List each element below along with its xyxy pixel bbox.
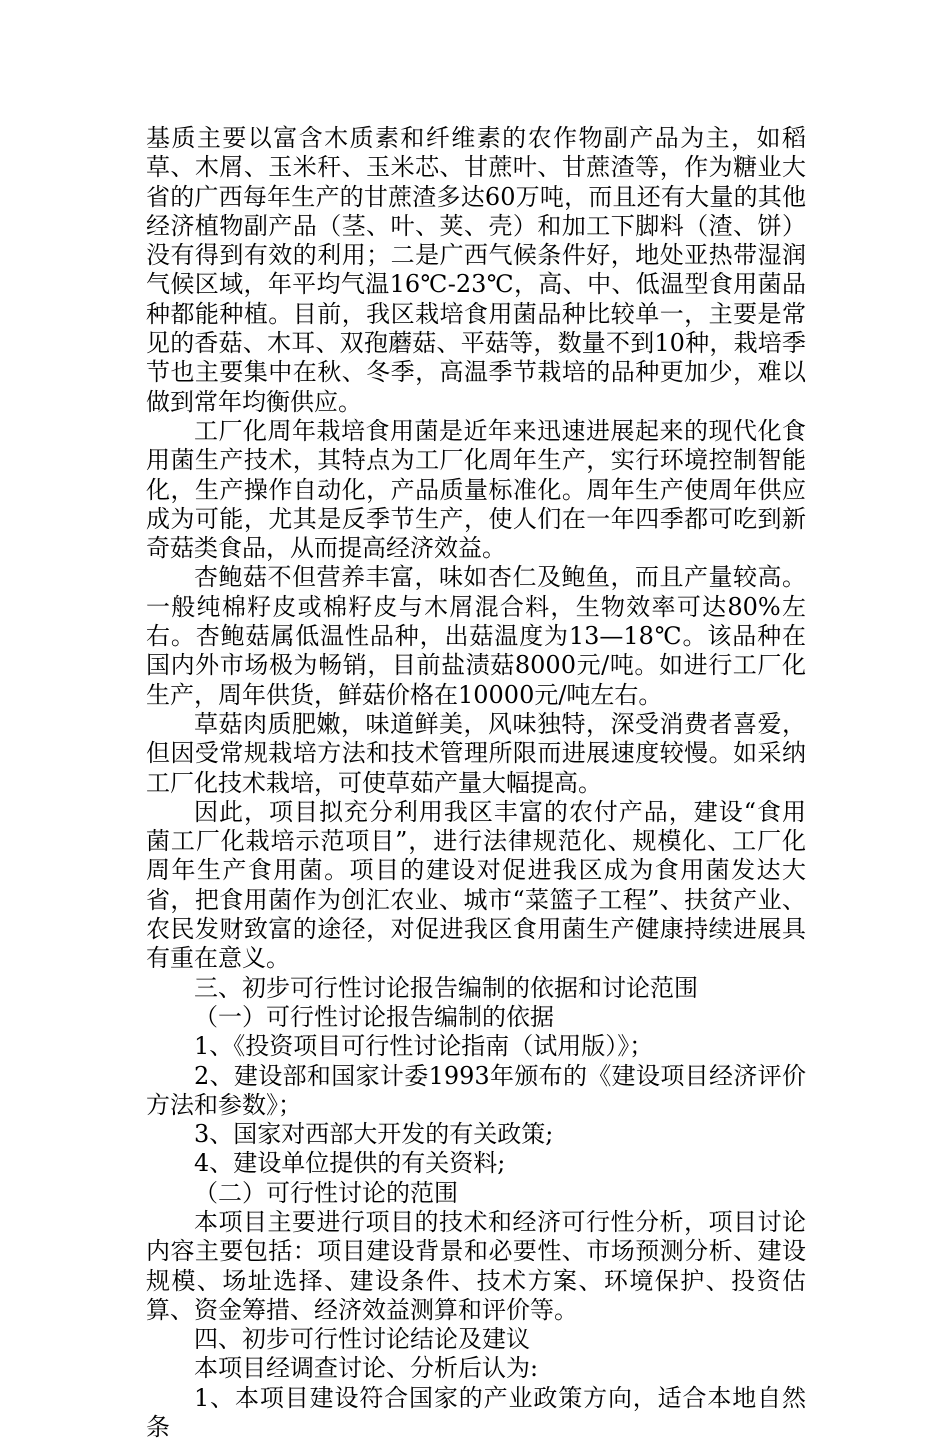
section-heading-4: 四、初步可行性讨论结论及建议	[194, 1325, 530, 1354]
subsection-heading-1: （一）可行性讨论报告编制的依据	[194, 1002, 554, 1031]
paragraph-scope: 本项目主要进行项目的技术和经济可行性分析，项目讨论内容主要包括：项目建设背景和必要性、市场预测分析、建设规模、场址选择、建设条件、技术方案、环境保护、投资估算、资金筹措、经济效益测算和评价等。	[146, 1207, 806, 1324]
list-item-2: 2、建设部和国家计委1993年颁布的《建设项目经济评价方法和参数》；	[146, 1061, 806, 1119]
paragraph-conclusion-intro: 本项目经调查讨论、分析后认为:	[194, 1354, 539, 1383]
list-item-1: 1、《投资项目可行性讨论指南（试用版）》；	[194, 1032, 654, 1061]
section-heading-3: 三、初步可行性讨论报告编制的依据和讨论范围	[194, 973, 698, 1002]
paragraph-2: 工厂化周年栽培食用菌是近年来迅速进展起来的现代化食用菌生产技术，其特点为工厂化周年生产，实行环境控制智能化，生产操作自动化，产品质量标准化。周年生产使周年供应成为可能，尤其是反季节生产，使人们在一年四季都可吃到新奇菇类食品，从而提高经济效益。	[146, 416, 806, 563]
subsection-heading-2: （二）可行性讨论的范围	[194, 1178, 458, 1207]
paragraph-3: 杏鲍菇不但营养丰富，味如杏仁及鲍鱼，而且产量较高。一般纯棉籽皮或棉籽皮与木屑混合料，生物效率可达80%左右。杏鲍菇属低温性品种，出菇温度为13—18℃。该品种在国内外市场极为畅销，目前盐渍菇8000元/吨。如进行工厂化生产，周年供货，鲜菇价格在10000元/吨左右。	[146, 563, 806, 709]
paragraph-5: 因此，项目拟充分利用我区丰富的农付产品，建设“食用菌工厂化栽培示范项目”，进行法律规范化、规模化、工厂化周年生产食用菌。项目的建设对促进我区成为食用菌发达大省，把食用菌作为创汇农业、城市“菜篮子工程”、扶贫产业、农民发财致富的途径，对促进我区食用菌生产健康持续进展具有重在意义。	[146, 797, 806, 973]
paragraph-4: 草菇肉质肥嫩，味道鲜美，风味独特，深受消费者喜爱，但因受常规栽培方法和技术管理所限而进展速度较慢。如采纳工厂化技术栽培，可使草茹产量大幅提高。	[146, 709, 806, 797]
document-page	[146, 124, 806, 1442]
list-item-3: 3、国家对西部大开发的有关政策;	[194, 1120, 554, 1149]
list-item-conclusion-1: 1、本项目建设符合国家的产业政策方向，适合本地自然条	[146, 1383, 806, 1442]
paragraph-1: 基质主要以富含木质素和纤维素的农作物副产品为主，如稻草、木屑、玉米秆、玉米芯、甘蔗叶、甘蔗渣等，作为糖业大省的广西每年生产的甘蔗渣多达60万吨，而且还有大量的其他经济植物副产品（茎、叶、荚、壳）和加工下脚料（渣、饼）没有得到有效的利用；二是广西气候条件好，地处亚热带湿润气候区域，年平均气温16℃-23℃，高、中、低温型食用菌品种都能种植。目前，我区栽培食用菌品种比较单一，主要是常见的香菇、木耳、双孢蘑菇、平菇等，数量不到10种，栽培季节也主要集中在秋、冬季，高温季节栽培的品种更加少，难以做到常年均衡供应。	[146, 124, 806, 416]
list-item-4: 4、建设单位提供的有关资料;	[194, 1149, 506, 1178]
